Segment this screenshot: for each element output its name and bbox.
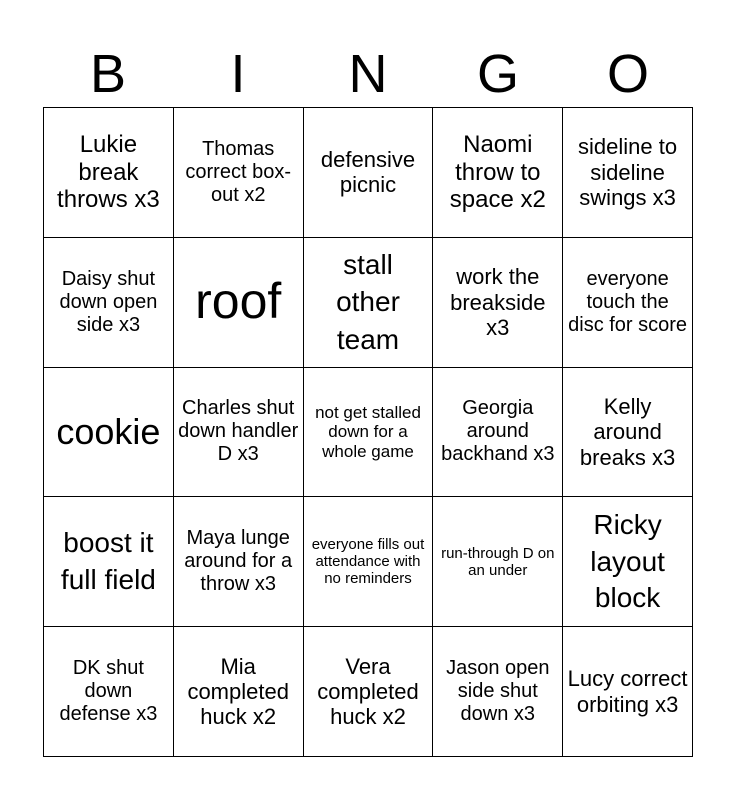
- bingo-grid: [43, 107, 693, 757]
- bingo-cell[interactable]: Lukie break throws x3: [44, 108, 174, 238]
- bingo-cell[interactable]: DK shut down defense x3: [44, 627, 174, 757]
- bingo-cell[interactable]: Lucy correct orbiting x3: [563, 627, 693, 757]
- bingo-cell[interactable]: stall other team: [304, 238, 434, 368]
- bingo-cell[interactable]: roof: [174, 238, 304, 368]
- bingo-cell[interactable]: boost it full field: [44, 497, 174, 627]
- bingo-cell[interactable]: not get stalled down for a whole game: [304, 368, 434, 498]
- header-letter-o: O: [606, 44, 649, 104]
- bingo-cell[interactable]: sideline to sideline swings x3: [563, 108, 693, 238]
- header-letter-n: N: [348, 44, 388, 104]
- bingo-cell[interactable]: Charles shut down handler D x3: [174, 368, 304, 498]
- header-letter-b: B: [89, 44, 127, 104]
- bingo-cell[interactable]: Jason open side shut down x3: [433, 627, 563, 757]
- bingo-cell[interactable]: cookie: [44, 368, 174, 498]
- bingo-header: [43, 40, 693, 108]
- bingo-cell[interactable]: Vera completed huck x2: [304, 627, 434, 757]
- bingo-cell[interactable]: Thomas correct box-out x2: [174, 108, 304, 238]
- bingo-cell[interactable]: Mia completed huck x2: [174, 627, 304, 757]
- header-letter-i: I: [230, 44, 246, 104]
- bingo-cell[interactable]: everyone touch the disc for score: [563, 238, 693, 368]
- bingo-cell[interactable]: run-through D on an under: [433, 497, 563, 627]
- header-letter-g: G: [476, 44, 519, 104]
- bingo-cell[interactable]: Kelly around breaks x3: [563, 368, 693, 498]
- bingo-cell[interactable]: Georgia around backhand x3: [433, 368, 563, 498]
- bingo-cell[interactable]: Maya lunge around for a throw x3: [174, 497, 304, 627]
- bingo-cell[interactable]: Naomi throw to space x2: [433, 108, 563, 238]
- bingo-cell[interactable]: everyone fills out attendance with no reminders: [304, 497, 434, 627]
- bingo-cell[interactable]: defensive picnic: [304, 108, 434, 238]
- bingo-cell[interactable]: Daisy shut down open side x3: [44, 238, 174, 368]
- bingo-cell[interactable]: work the breakside x3: [433, 238, 563, 368]
- bingo-cell[interactable]: Ricky layout block: [563, 497, 693, 627]
